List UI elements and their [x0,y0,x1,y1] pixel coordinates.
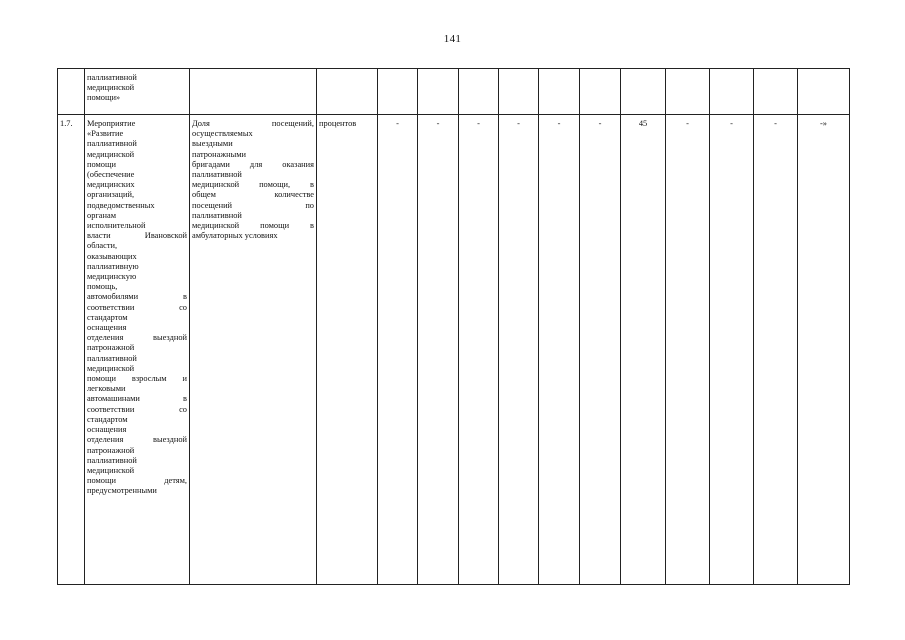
cell-value: - [499,115,539,585]
cell-value [499,69,539,115]
description-line: соответствии со [87,302,187,312]
description-line: предусмотренными [87,486,157,496]
description-line: «Развитие [87,129,124,139]
indicator-line: паллиативной [192,170,242,180]
cell-value [378,69,418,115]
description-line: области, [87,241,118,251]
indicator-line: медицинской помощи, в [192,180,314,190]
cell-value: - [539,115,580,585]
description-line: оказывающих [87,251,137,261]
cell-description [85,115,190,585]
description-line: оснащения [87,425,127,435]
description-line: медицинских [87,180,135,190]
cell-value [580,69,621,115]
indicator-line: осуществляемых [192,129,253,139]
cell-value: - [710,115,754,585]
description-line: власти Ивановской [87,231,187,241]
cell-value: - [666,115,710,585]
indicator-line: амбулаторных условиях [192,231,278,241]
description-line: патронажной [87,445,135,455]
description-line: отделения выездной [87,333,187,343]
description-line: медицинской [87,363,135,373]
indicator-line: выездными [192,139,233,149]
cell-unit [317,69,378,115]
table-row [58,115,850,585]
indicator-line: медицинской помощи в [192,221,314,231]
cell-indicator [190,69,317,115]
indicator-line: посещений по [192,200,314,210]
cell-value [666,69,710,115]
description-line: медицинской [87,149,135,159]
page-number: 141 [443,33,462,45]
description-line: помощь, [87,282,118,292]
description-line: помощи детям, [87,476,187,486]
description-line: стандартом [87,312,128,322]
description-line: автомашинами в [87,394,187,404]
description-line: паллиативной [87,455,137,465]
description-line: паллиативной [87,73,137,82]
description-line: подведомственных [87,200,155,210]
cell-value [798,69,850,115]
indicators-table [57,68,850,585]
description-line: медицинской [87,465,135,475]
description-line: паллиативной [87,139,137,149]
cell-value: - [418,115,459,585]
description-line: Мероприятие [87,119,136,128]
cell-value [621,69,666,115]
description-line: соответствии со [87,404,187,414]
description-line: медицинской [87,83,135,93]
cell-number: 1.7. [58,115,85,585]
cell-value [418,69,459,115]
description-line: помощи взрослым и [87,374,187,384]
cell-value [459,69,499,115]
indicator-line: паллиативной [192,210,242,220]
indicator-line: патронажными [192,149,246,159]
description-line: отделения выездной [87,435,187,445]
description-line: медицинскую [87,272,137,282]
indicator-line: общем количестве [192,190,314,200]
description-line: паллиативную [87,261,139,271]
description-line: (обеспечение [87,170,135,180]
cell-value [539,69,580,115]
description-line: помощи [87,159,116,169]
cell-value: - [459,115,499,585]
description-line: организаций, [87,190,135,200]
cell-value: 45 [621,115,666,585]
cell-value: - [378,115,418,585]
description-line: автомобилями в [87,292,187,302]
indicator-line: Доля посещений, [192,119,314,128]
cell-value: - [754,115,798,585]
description-line: патронажной [87,343,135,353]
cell-value: - [580,115,621,585]
description-line: оснащения [87,323,127,333]
table-row-continuation [58,69,850,115]
cell-value [710,69,754,115]
indicator-line: бригадами для оказания [192,159,314,169]
description-line: помощи» [87,93,121,103]
description-line: легковыми [87,384,126,394]
description-line: стандартом [87,414,128,424]
description-line: органам [87,210,117,220]
cell-unit: процентов [317,115,378,585]
description-line: исполнительной [87,221,146,231]
cell-indicator [190,115,317,585]
description-line: паллиативной [87,353,137,363]
cell-value [754,69,798,115]
cell-number [58,69,85,115]
cell-value: -» [798,115,850,585]
cell-description [85,69,190,115]
